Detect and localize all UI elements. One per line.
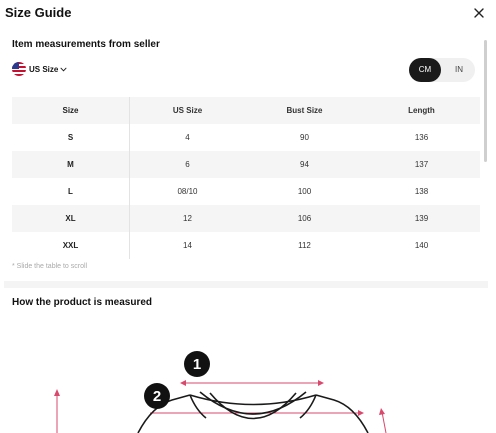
table-cell: 137 bbox=[414, 160, 429, 169]
us-flag-icon bbox=[12, 62, 26, 76]
shoulder-measure-line bbox=[180, 380, 324, 386]
measurement-guide-title: How the product is measured bbox=[12, 297, 153, 308]
column-header: Length bbox=[408, 106, 435, 115]
table-row bbox=[12, 124, 480, 151]
table-row bbox=[12, 178, 480, 205]
column-header: Size bbox=[62, 106, 79, 115]
table-cell: 136 bbox=[414, 133, 429, 142]
marker-2-label: 2 bbox=[152, 388, 162, 405]
unit-cm-button[interactable]: CM bbox=[409, 58, 441, 82]
table-cell: 6 bbox=[185, 160, 190, 169]
garment-measurement-diagram bbox=[0, 310, 496, 433]
table-cell: M bbox=[67, 160, 74, 169]
table-cell: 100 bbox=[297, 187, 312, 196]
table-cell: 90 bbox=[300, 133, 309, 142]
table-cell: L bbox=[68, 187, 73, 196]
table-cell: 12 bbox=[183, 214, 192, 223]
unit-toggle bbox=[409, 58, 475, 82]
table-cell: 4 bbox=[185, 133, 190, 142]
table-cell: XXL bbox=[62, 241, 79, 250]
table-cell: 14 bbox=[183, 241, 192, 250]
scroll-hint: * Slide the table to scroll bbox=[12, 263, 88, 270]
size-system-label: US Size bbox=[29, 64, 59, 74]
table-cell: 106 bbox=[297, 214, 312, 223]
table-cell: 08/10 bbox=[177, 187, 198, 196]
seller-measurements-title: Item measurements from seller bbox=[12, 39, 160, 50]
marker-2-icon bbox=[144, 383, 170, 409]
table-header-row bbox=[12, 97, 480, 124]
table-row bbox=[12, 151, 480, 178]
marker-1-icon bbox=[184, 351, 210, 377]
chevron-down-icon bbox=[60, 66, 67, 73]
unit-in-button[interactable]: IN bbox=[455, 65, 463, 74]
bust-measure-line bbox=[150, 410, 364, 416]
marker-1-label: 1 bbox=[192, 356, 202, 373]
table-cell: S bbox=[67, 133, 74, 142]
table-cell: XL bbox=[65, 214, 76, 223]
sticky-column-divider bbox=[129, 97, 130, 259]
size-system-dropdown[interactable] bbox=[12, 61, 67, 77]
dialog-title: Size Guide bbox=[5, 5, 72, 20]
column-header: US Size bbox=[172, 106, 203, 115]
close-icon bbox=[470, 4, 488, 22]
table-cell: 112 bbox=[298, 241, 311, 250]
table-cell: 140 bbox=[414, 241, 429, 250]
table-row bbox=[12, 205, 480, 232]
scrollbar-thumb[interactable] bbox=[484, 40, 487, 162]
section-divider bbox=[4, 281, 488, 288]
table-cell: 139 bbox=[414, 214, 429, 223]
table-cell: 94 bbox=[300, 160, 309, 169]
size-guide-header bbox=[0, 0, 496, 26]
table-cell: 138 bbox=[414, 187, 429, 196]
table-row bbox=[12, 232, 480, 259]
length-arrow-left bbox=[54, 389, 60, 433]
size-table[interactable] bbox=[12, 97, 480, 259]
length-arrow-right bbox=[379, 408, 386, 433]
column-header: Bust Size bbox=[286, 106, 323, 115]
close-button[interactable] bbox=[470, 4, 488, 22]
